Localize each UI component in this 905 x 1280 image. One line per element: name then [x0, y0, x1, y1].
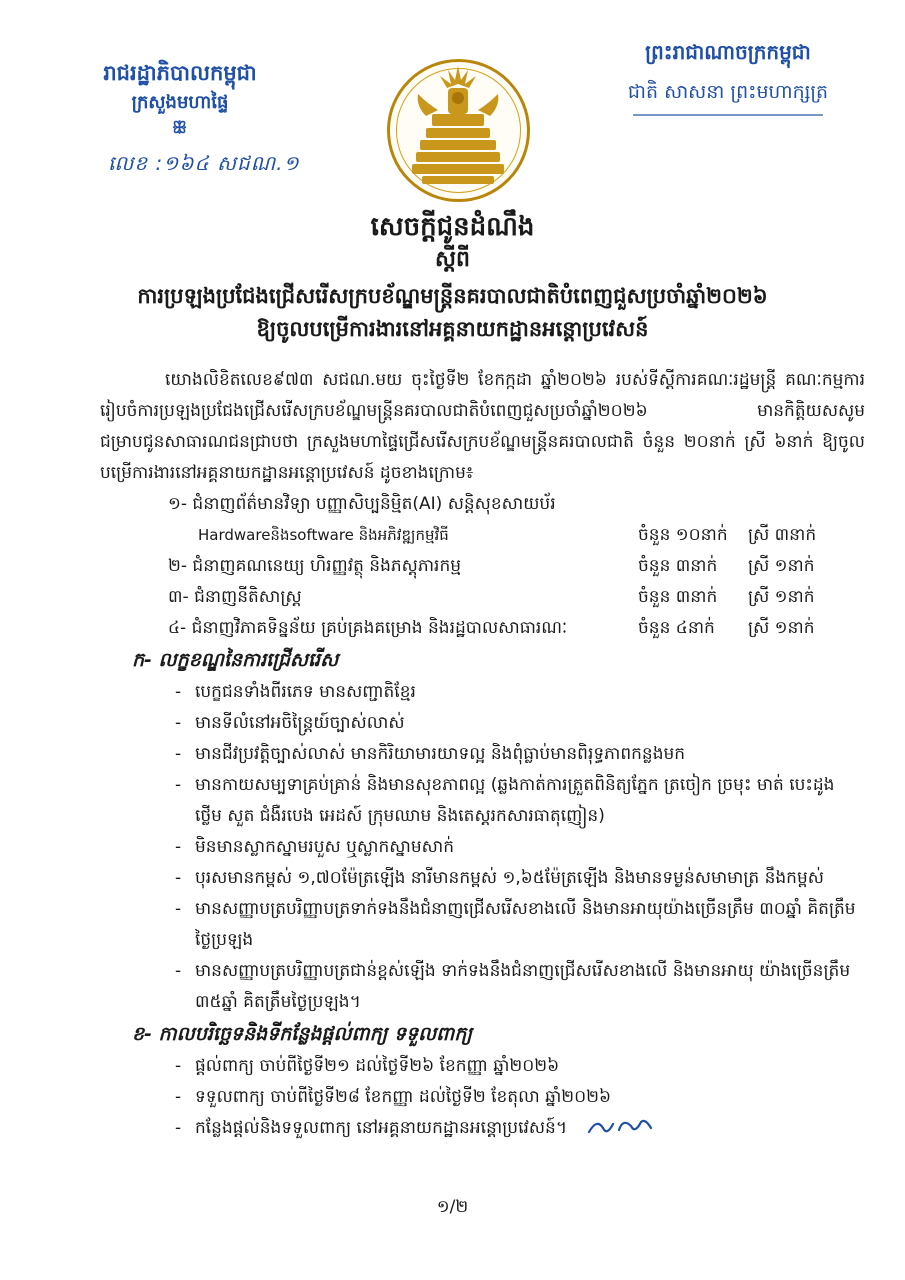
- title-about: ស្តីពី: [435, 247, 470, 272]
- bullet-dash: -: [175, 899, 182, 919]
- specialty-female-count: ស្រី ៣នាក់: [748, 525, 817, 545]
- specialty-female-count: ស្រី ១នាក់: [748, 587, 815, 607]
- title-subject-line-1: ការប្រឡងប្រជែងជ្រើសរើសក្របខ័ណ្ឌមន្ត្រីនគរបាលជាតិបំពេញជួសប្រចាំឆ្នាំ២០២៦: [137, 284, 768, 308]
- specialty-list: [100, 489, 865, 644]
- bullet-dash: -: [175, 1087, 182, 1107]
- kingdom-name: ព្រះរាជាណាចក្រកម្ពុជា: [645, 40, 811, 64]
- document-body: [100, 365, 865, 1144]
- initials-signature-icon: [585, 1114, 657, 1142]
- specialty-count: ចំនួន ៤នាក់: [638, 618, 715, 638]
- list-item-text: មានកាយសម្បទាគ្រប់គ្រាន់ និងមានសុខភាពល្អ (ឆ្លងកាត់ការត្រួតពិនិត្យភ្នែក ត្រចៀក ច្រមុះ មាត់ បេះដូង ថ្លើម សួត ជំងឺរបេង អេដស៍ ក្រុមឈាម និងតេស្តរកសារធាតុញៀន): [195, 775, 835, 826]
- specialty-female-count: ស្រី ១នាក់: [748, 618, 815, 638]
- list-item-text: មិនមានស្លាកស្នាមរបួស ឬស្លាកស្នាមសាក់: [195, 837, 454, 857]
- list-item: [100, 739, 865, 770]
- list-item-text: មានជីវប្រវត្តិច្បាស់លាស់ មានកិរិយាមារយាទល្អ និងពុំធ្លាប់មានពិរុទ្ធភាពកន្លងមក: [195, 744, 686, 764]
- specialty-row: [100, 551, 865, 582]
- list-item: [100, 1082, 865, 1113]
- section-b-heading: ខ- កាលបរិច្ឆេទនិងទីកន្លែងផ្តល់ពាក្យ ទទួលពាក្យ: [132, 1023, 472, 1045]
- bullet-dash: -: [175, 682, 182, 702]
- intro-paragraph: យោងលិខិតលេខ៩៧៣ សជណ.មយ ចុះថ្ងៃទី២ ខែកក្កដា ឆ្នាំ២០២៦ របស់ទីស្តីការគណៈរដ្ឋមន្ត្រី គណៈកម្មការរៀបចំការប្រឡងប្រជែងជ្រើសរើសក្របខ័ណ្ឌមន្ត្រីនគរបាលជាតិបំពេញជួសប្រចាំឆ្នាំ២០២៦ មានកិត្តិយសសូមជម្រាបជូនសាធារណជនជ្រាបថា ក្រសួងមហាផ្ទៃជ្រើសរើសក្របខ័ណ្ឌមន្ត្រីនគរបាលជាតិ ចំនួន ២០នាក់ ស្រី ៦នាក់ ឱ្យចូលបម្រើការងារនៅអគ្គនាយកដ្ឋានអន្តោប្រវេសន៍ ដូចខាងក្រោម៖: [100, 370, 865, 483]
- bullet-dash: -: [175, 1056, 182, 1076]
- list-item-text: ផ្តល់ពាក្យ ចាប់ពីថ្ងៃទី២១ ដល់ថ្ងៃទី២៦ ខែកញ្ញា ឆ្នាំ២០២៦: [195, 1056, 560, 1076]
- bullet-dash: -: [175, 837, 182, 857]
- national-motto: ជាតិ សាសនា ព្រះមហាក្សត្រ: [627, 81, 829, 103]
- list-item: [100, 1051, 865, 1082]
- government-name: រាជរដ្ឋាភិបាលកម្ពុជា: [103, 61, 257, 85]
- specialty-female-count: ស្រី ១នាក់: [748, 556, 815, 576]
- bullet-dash: -: [175, 713, 182, 733]
- section-a-heading: ក- លក្ខខណ្ឌនៃការជ្រើសរើស: [132, 649, 339, 671]
- list-item: [100, 956, 865, 1018]
- list-item-text: ទទួលពាក្យ ចាប់ពីថ្ងៃទី២៨ ខែកញ្ញា ដល់ថ្ងៃទី២ ខែតុលា ឆ្នាំ២០២៦: [195, 1087, 612, 1107]
- motto-divider: [633, 114, 823, 116]
- page-number: ១/២: [436, 1197, 469, 1217]
- specialty-label: ១- ជំនាញព័ត៌មានវិទ្យា បញ្ញាសិប្បនិម្មិត(AI) សន្តិសុខសាយប័រ: [168, 494, 556, 514]
- document-title: សេចក្តីជូនដំណឹង: [370, 212, 535, 242]
- list-item: [100, 770, 865, 832]
- specialty-row: [100, 613, 865, 644]
- section-a-list: [100, 677, 865, 1018]
- bullet-dash: -: [175, 1118, 182, 1138]
- bullet-dash: -: [175, 744, 182, 764]
- list-item-text: មានសញ្ញាបត្របរិញ្ញាបត្រជាន់ខ្ពស់ឡើង ទាក់ទងនឹងជំនាញជ្រើសរើសខាងលើ និងមានអាយុ យ៉ាងច្រើនត្រឹម ៣៥ឆ្នាំ គិតត្រឹមថ្ងៃប្រឡង។: [195, 961, 851, 1012]
- ornament-icon: ꕥ: [172, 118, 188, 137]
- specialty-count: ចំនួន ៣នាក់: [638, 556, 718, 576]
- list-item-text: បេក្ខជនទាំងពីរភេទ មានសញ្ជាតិខ្មែរ: [195, 682, 416, 702]
- bullet-dash: -: [175, 868, 182, 888]
- specialty-label: Hardwareនិងsoftware និងអភិវឌ្ឍកម្មវិធី: [198, 526, 449, 544]
- ministry-header: [85, 58, 275, 138]
- list-item: [100, 863, 865, 894]
- bullet-dash: -: [175, 775, 182, 795]
- specialty-label: ៣- ជំនាញនីតិសាស្ត្រ: [168, 587, 302, 607]
- list-item: [100, 677, 865, 708]
- specialty-count: ចំនួន ៣នាក់: [638, 587, 718, 607]
- national-police-emblem-icon: [386, 58, 531, 203]
- list-item: [100, 894, 865, 956]
- list-item-text: មានសញ្ញាបត្របរិញ្ញាបត្រទាក់ទងនឹងជំនាញជ្រើសរើសខាងលើ និងមានអាយុយ៉ាងច្រើនត្រឹម ៣០ឆ្នាំ គិតត្រឹមថ្ងៃប្រឡង: [195, 899, 856, 950]
- specialty-row: [100, 582, 865, 613]
- specialty-label: ៤- ជំនាញវិភាគទិន្នន័យ គ្រប់គ្រងគម្រោង និងរដ្ឋបាលសាធារណៈ: [168, 618, 568, 638]
- list-item: [100, 832, 865, 863]
- list-item: [100, 708, 865, 739]
- bullet-dash: -: [175, 961, 182, 981]
- list-item: [100, 1113, 865, 1144]
- specialty-label: ២- ជំនាញគណនេយ្យ ហិរញ្ញវត្ថុ និងភស្តុភារកម្ម: [168, 556, 462, 576]
- list-item-text: បុរសមានកម្ពស់ ១,៧០ម៉ែត្រឡើង នារីមានកម្ពស់ ១,៦៥ម៉ែត្រឡើង និងមានទម្ងន់សមាមាត្រ នឹងកម្ពស់: [195, 868, 824, 888]
- ministry-name: ក្រសួងមហាផ្ទៃ: [131, 92, 229, 113]
- list-item-text: មានទីលំនៅអចិន្ត្រៃយ៍ច្បាស់លាស់: [195, 713, 405, 733]
- specialty-row: [100, 520, 865, 551]
- kingdom-header: [608, 32, 848, 116]
- specialty-count: ចំនួន ១០នាក់: [638, 525, 728, 545]
- reference-number: លេខ :១៦៤ សជណ.១: [108, 151, 300, 175]
- section-b-list: [100, 1051, 865, 1144]
- specialty-row: [100, 489, 865, 520]
- title-subject-line-2: ឱ្យចូលបម្រើការងារនៅអគ្គនាយកដ្ឋានអន្តោប្រវេសន៍: [256, 317, 649, 341]
- list-item-text: កន្លែងផ្តល់និងទទួលពាក្យ នៅអគ្គនាយកដ្ឋានអន្តោប្រវេសន៍។: [195, 1118, 568, 1138]
